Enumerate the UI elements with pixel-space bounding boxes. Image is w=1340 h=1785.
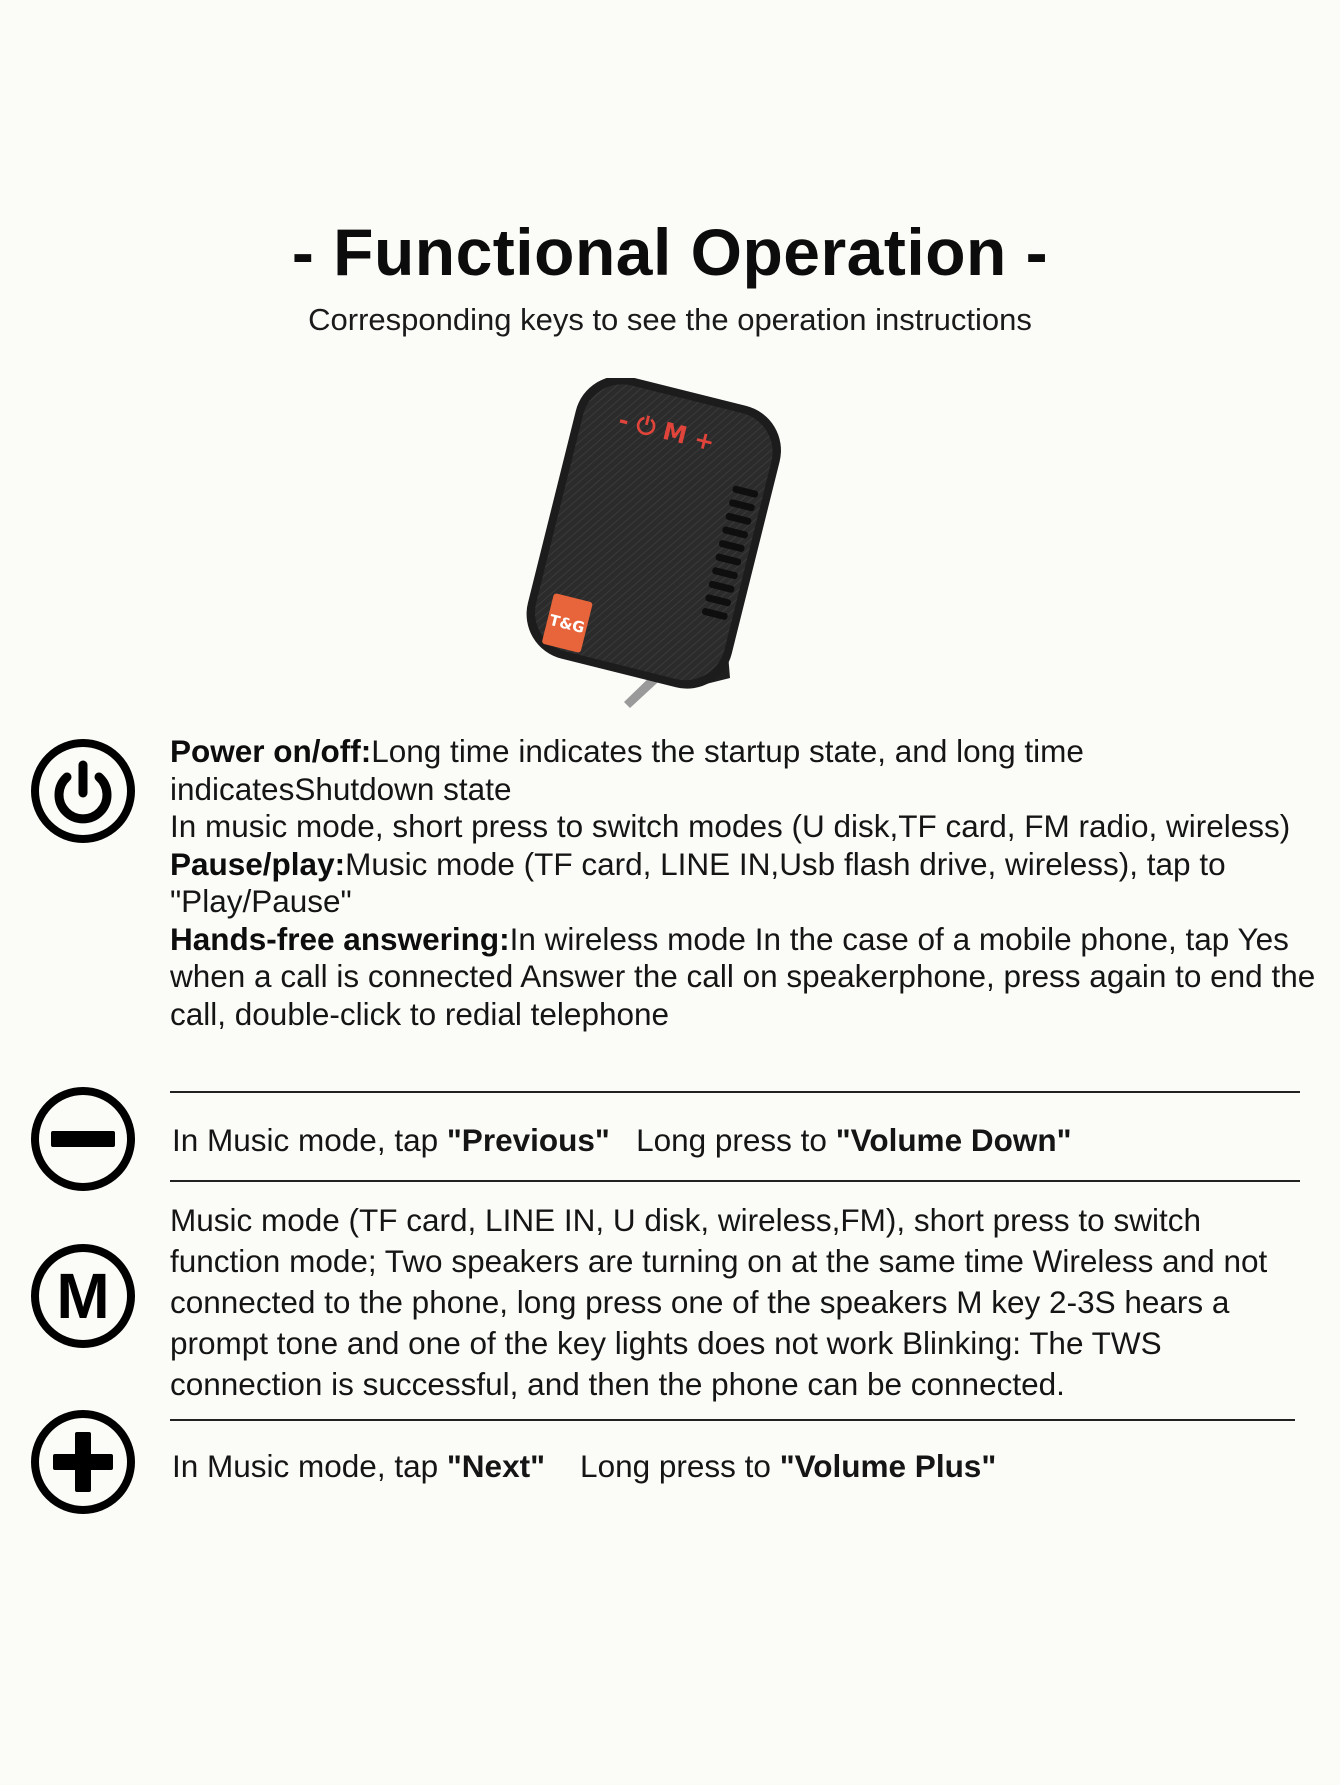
- minus-instructions: In Music mode, tap "Previous" Long press to "Volume Down": [172, 1122, 1072, 1158]
- power-icon: [29, 737, 137, 845]
- music-mode-switch-line: In music mode, short press to switch modes (U disk,TF card, FM radio, wireless): [170, 808, 1291, 844]
- minus-icon: [29, 1085, 137, 1193]
- m-key-icon: [29, 1242, 137, 1350]
- hands-free-line: Hands-free answering:In wireless mode In the case of a mobile phone, tap Yes when a call is connected Answer the call on speakerphone, press again to end the call, double-click to redial telephone: [170, 920, 1316, 1032]
- plus-instructions: In Music mode, tap "Next" Long press to "Volume Plus": [172, 1448, 997, 1484]
- page-subtitle: Corresponding keys to see the operation instructions: [308, 302, 1032, 337]
- power-instructions: [170, 733, 1320, 1033]
- speaker-product-image: [520, 378, 790, 728]
- svg-text:M: M: [56, 1260, 110, 1332]
- divider: [170, 1091, 1300, 1093]
- brand-badge: T&G: [547, 610, 587, 638]
- speaker-key-marks: - ⏻ M +: [615, 405, 718, 457]
- mode-instructions: Music mode (TF card, LINE IN, U disk, wireless,FM), short press to switch function mode; Two speakers are turning on at the same time Wireless and not connected to the phone, long press one of the speakers M key 2-3S hears a prompt tone and one of the key lights does not work Blinking: The TWS connection is successful, and then the phone can be connected.: [170, 1202, 1268, 1402]
- power-onoff-line: Power on/off:Long time indicates the startup state, and long time indicatesShutdown state: [170, 733, 1084, 807]
- plus-icon: [29, 1408, 137, 1516]
- divider: [170, 1419, 1295, 1421]
- divider: [170, 1180, 1300, 1182]
- page-title: - Functional Operation -: [291, 215, 1049, 289]
- pause-play-line: Pause/play:Music mode (TF card, LINE IN,Usb flash drive, wireless), tap to "Play/Pause": [170, 845, 1226, 919]
